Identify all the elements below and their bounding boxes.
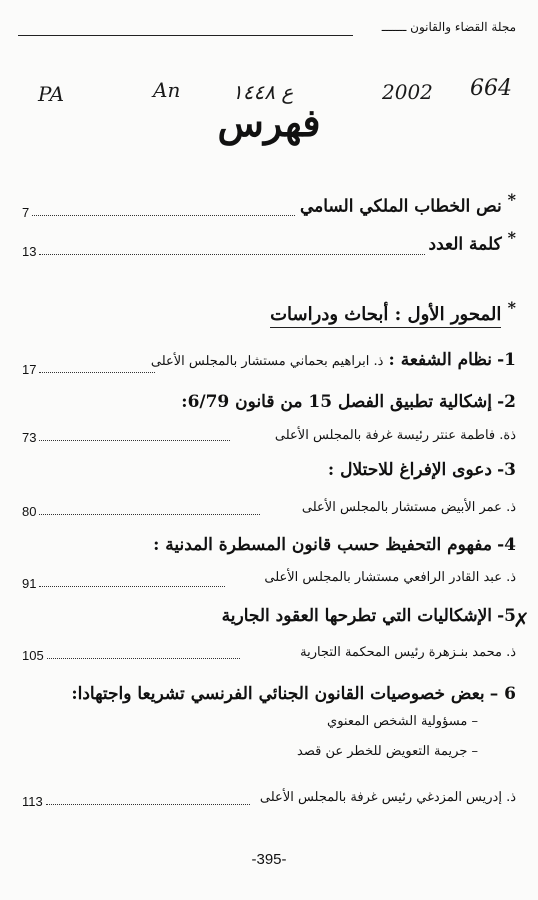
handwritten-code-a: PA	[38, 82, 65, 106]
toc-item-1	[151, 350, 516, 370]
page-number: 105	[22, 648, 44, 663]
item-title: مفهوم التحفيظ حسب قانون المسطرة المدنية :	[153, 535, 492, 555]
item-author-3: ذ. عمر الأبيض مستشار بالمجلس الأعلى	[301, 500, 516, 515]
toc-item-5	[222, 606, 516, 626]
item-number: 4-	[497, 535, 516, 555]
page-footer-number: -395-	[251, 851, 287, 868]
bullet-dash: –	[471, 744, 478, 759]
page-number: 17	[22, 362, 37, 377]
item-bullet-2: – جريمة التعويض للخطر عن قصد	[297, 744, 478, 759]
item-number: 5-	[497, 606, 516, 626]
item-author-6: ذ. إدريس المزدغي رئيس غرفة بالمجلس الأعلى	[259, 790, 516, 805]
item-bullet-1: – مسؤولية الشخص المعنوي	[327, 714, 478, 729]
journal-title: مجلة القضاء والقانون	[410, 20, 516, 34]
dot-leader	[47, 658, 240, 659]
intro-title-2: * كلمة العدد	[428, 228, 516, 255]
page-number: 80	[22, 504, 37, 519]
journal-header	[382, 20, 516, 34]
item-leader-5	[22, 648, 243, 663]
header-rule	[18, 35, 353, 36]
item-leader-6	[22, 794, 253, 809]
section-heading: * المحور الأول : أبحاث ودراسات	[270, 298, 516, 325]
toc-item-4	[153, 535, 516, 555]
dot-leader	[39, 254, 425, 255]
item-leader-1	[22, 362, 158, 377]
page-number: 7	[22, 205, 30, 220]
toc-item-2	[181, 392, 516, 412]
toc-heading: فهرس	[217, 100, 321, 145]
handwritten-year: 2002	[382, 80, 433, 104]
item-author-4: ذ. عبد القادر الرافعي مستشار بالمجلس الأعلى	[264, 570, 516, 585]
dot-leader	[32, 215, 295, 216]
item-title: نظام الشفعة :	[388, 350, 492, 370]
page-number: 113	[22, 794, 43, 809]
item-author-5: ذ. محمد بنـزهرة رئيس المحكمة التجارية	[300, 645, 516, 660]
item-leader-2	[22, 430, 233, 445]
intro-leader-2	[22, 244, 428, 259]
dot-leader	[39, 440, 230, 441]
toc-item-3	[328, 460, 516, 480]
item-title: إشكالية تطبيق الفصل 15 من قانون 6/79:	[181, 392, 492, 412]
item-author-2: ذة. فاطمة عنتر رئيسة غرفة بالمجلس الأعلى	[274, 428, 516, 443]
item-leader-4	[22, 576, 228, 591]
toc-item-6	[71, 684, 516, 704]
page-number: 73	[22, 430, 37, 445]
page-number: 91	[22, 576, 37, 591]
item-number: 2-	[497, 392, 516, 412]
dot-leader	[46, 804, 250, 805]
item-title: دعوى الإفراغ للاحتلال :	[327, 460, 492, 480]
handwritten-code-b: An	[153, 78, 181, 102]
check-mark: ✗	[513, 608, 530, 632]
item-title: بعض خصوصيات القانون الجنائي الفرنسي تشريعا واجتهادا:	[71, 684, 485, 704]
intro-title-1: * نص الخطاب الملكي السامي	[299, 190, 516, 217]
dot-leader	[39, 514, 260, 515]
item-leader-3	[22, 504, 263, 519]
item-number: 6 –	[489, 684, 516, 704]
star-mark: *	[507, 298, 516, 317]
header-dash: ـــــــ	[381, 20, 407, 34]
star-mark: *	[507, 190, 516, 209]
item-title: الإشكاليات التي تطرحها العقود الجارية	[221, 606, 492, 626]
item-number: 1-	[497, 350, 516, 370]
dot-leader	[39, 586, 225, 587]
handwritten-code-c: ع ١٤٤٨	[232, 80, 294, 104]
bullet-dash: –	[471, 714, 478, 729]
dot-leader	[39, 372, 155, 373]
intro-leader-1	[22, 205, 298, 220]
item-number: 3-	[497, 460, 516, 480]
handwritten-number: 664	[470, 76, 512, 101]
star-mark: *	[507, 228, 516, 247]
item-author: ذ. ابراهيم بحماني مستشار بالمجلس الأعلى	[150, 354, 384, 369]
page-number: 13	[22, 244, 37, 259]
